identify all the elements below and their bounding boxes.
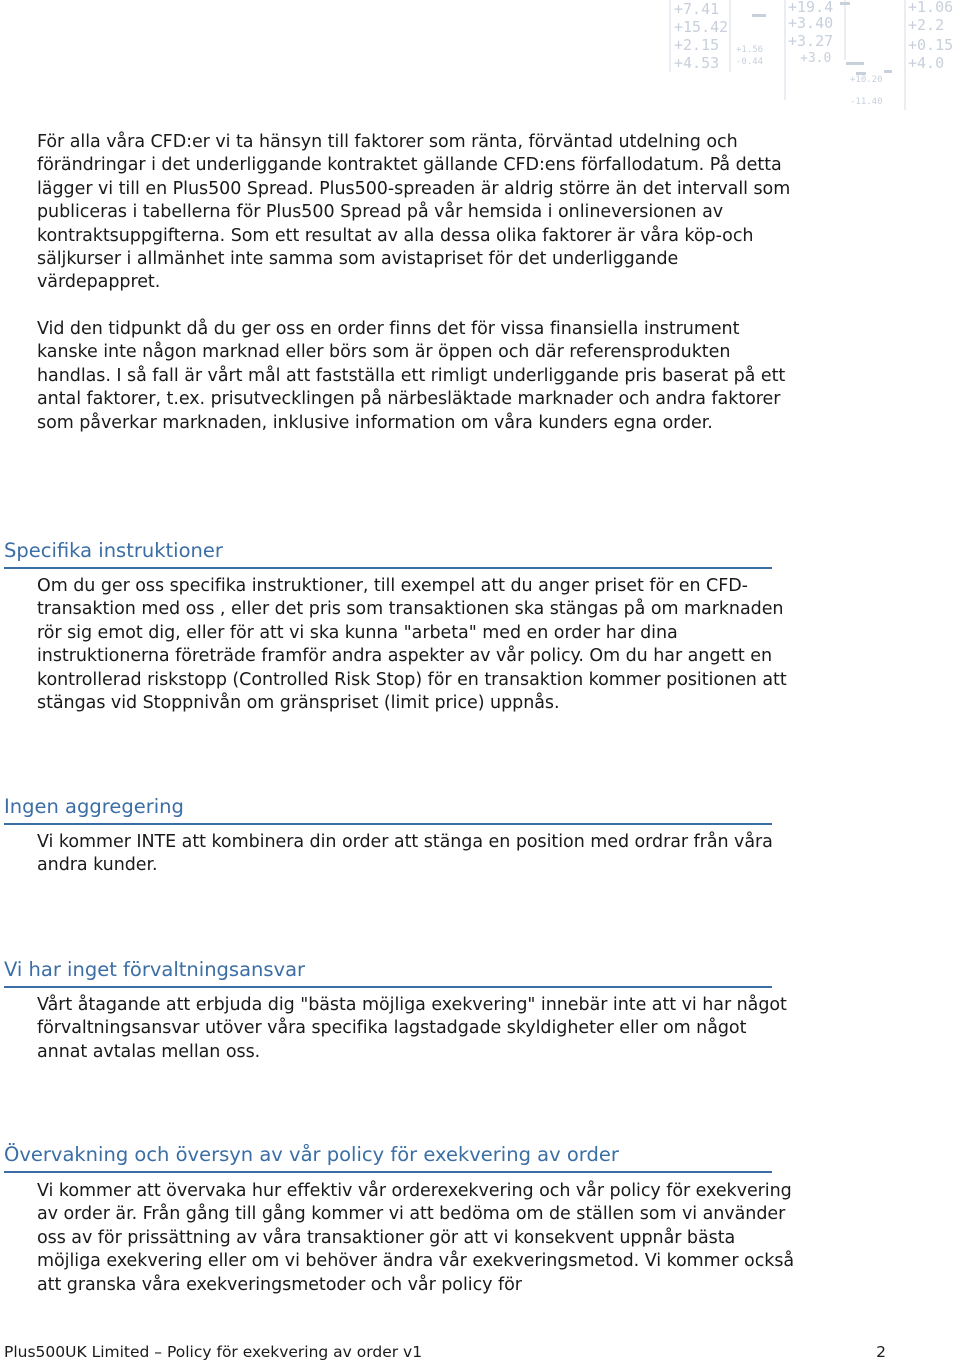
watermark-figure: +3.0 [800,51,832,66]
watermark-figure: -0.44 [736,57,764,67]
watermark-figure: +2.2 [908,16,945,34]
watermark-figure: +1.56 [736,45,764,55]
section-heading-no-fiduciary-duty: Vi har inget förvaltningsansvar [4,957,772,988]
watermark-figure: +10.20 [850,75,883,85]
intro-paragraph: För alla våra CFD:er vi ta hänsyn till faktorer som ränta, förväntad utdelning och förändringar i det underliggande kontraktet gällande CFD:ens förfallodatum. På detta lägger vi till en Plus500 Spread. Plus500-spreaden är aldrig större än det intervall som publiceras i tabellerna för Plus500 Spread på vår hemsida i onlineversionen av kontraktsuppgifterna. Som ett resultat av alla dessa olika faktorer är våra köp-och säljkurser i allmänhet inte samma som avistapriset för det underliggande värdepappret. [37,132,791,293]
decorative-ticker-watermark [660,0,960,120]
watermark-figure: +3.40 [788,14,834,32]
section-heading-specific-instructions: Specifika instruktioner [4,538,772,569]
watermark-figure: +2.15 [674,36,720,54]
watermark-figure: +3.27 [788,32,834,50]
watermark-figure: +1.06 [908,0,954,16]
section-text-no-fiduciary-duty: Vårt åtagande att erbjuda dig "bästa möjliga exekvering" innebär inte att vi har något förvaltningsansvar utöver våra specifika lagstadgade skyldigheter eller om något annat avtalas mellan oss. [37,995,787,1062]
section-text-no-aggregation: Vi kommer INTE att kombinera din order att stänga en position med ordrar från våra andra kunder. [37,832,773,876]
watermark-figure: +0.15 [908,36,954,54]
watermark-figure: +4.53 [674,54,720,72]
watermark-figure: +7.41 [674,0,720,18]
watermark-figure: -11.40 [850,97,883,107]
section-heading-no-aggregation: Ingen aggregering [4,794,772,825]
section-text-monitoring-review: Vi kommer att övervaka hur effektiv vår orderexekvering och vår policy för exekvering av order är. Från gång till gång kommer vi att bedöma om de ställen som vi använder oss av för prissättning av våra transaktioner gör att vi konsekvent uppnår bästa möjliga exekvering eller om vi behöver ändra vår exekveringsmetod. Vi kommer också att granska våra exekveringsmetoder och vår policy för [37,1181,795,1295]
watermark-figure: +19.4 [788,0,834,16]
watermark-figure: +15.42 [674,18,729,36]
section-heading-monitoring-review: Övervakning och översyn av vår policy för exekvering av order [4,1142,772,1173]
intro-paragraph: Vid den tidpunkt då du ger oss en order finns det för vissa finansiella instrument kanske inte någon marknad eller börs som är öppen och där referensprodukten handlas. I så fall är vårt mål att fastställa ett rimligt underliggande pris baserat på ett antal faktorer, t.ex. prisutvecklingen på närbesläktade marknader och andra faktorer som påverkar marknaden, inklusive information om våra kunders egna order. [37,319,786,433]
page-footer [4,1342,886,1362]
section-text-specific-instructions: Om du ger oss specifika instruktioner, till exempel att du anger priset för en CFD-transaktion med oss , eller det pris som transaktionen ska stängas på om marknaden rör sig emot dig, eller för att vi ska kunna "arbeta" med en order har dina instruktionerna företräde framför andra aspekter av vår policy. Om du har angett en kontrollerad riskstopp (Controlled Risk Stop) för en transaktion kommer positionen att stängas vid Stoppnivån om gränspriset (limit price) uppnås. [37,576,787,714]
footer-document-title: Plus500UK Limited – Policy för exekvering av order v1 [4,1343,423,1361]
footer-page-number: 2 [876,1343,886,1361]
watermark-figure: +4.0 [908,54,945,72]
